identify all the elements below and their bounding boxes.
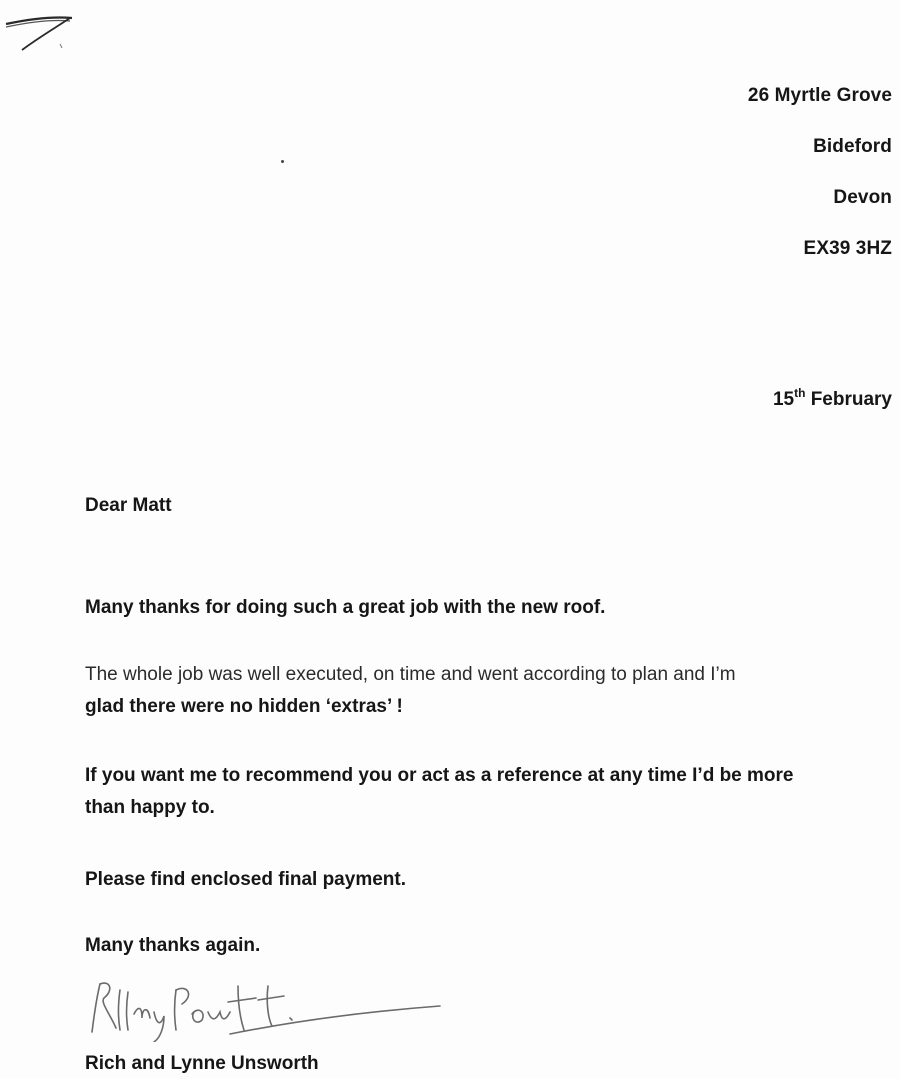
address-town: Bideford (813, 136, 892, 157)
paragraph-reference (85, 760, 875, 824)
handwritten-signature (80, 972, 450, 1042)
ink-speck (281, 160, 284, 163)
paragraph-closing: Many thanks again. (85, 935, 261, 956)
paragraph-reference-line1: If you want me to recommend you or act as a reference at any time I’d be more (85, 765, 794, 786)
paragraph-thanks: Many thanks for doing such a great job with the new roof. (85, 597, 606, 618)
address-street: 26 Myrtle Grove (747, 85, 892, 106)
address-county: Devon (833, 187, 892, 208)
salutation: Dear Matt (85, 495, 172, 516)
paragraph-job (85, 659, 875, 723)
signoff-names: Rich and Lynne Unsworth (85, 1053, 319, 1074)
paragraph-job-line1: The whole job was well executed, on time and went according to plan and I’m (85, 664, 736, 685)
paragraph-reference-line2: than happy to. (85, 797, 215, 818)
paragraph-job-line2: glad there were no hidden ‘extras’ ! (85, 696, 403, 717)
address-postcode: EX39 3HZ (803, 238, 892, 259)
paragraph-payment: Please find enclosed final payment. (85, 869, 406, 890)
sender-address (592, 82, 892, 286)
date-month: February (810, 389, 892, 410)
date-suffix: th (794, 386, 806, 400)
corner-pen-mark (0, 6, 90, 56)
letter-date (592, 385, 892, 415)
date-day: 15 (772, 389, 795, 410)
